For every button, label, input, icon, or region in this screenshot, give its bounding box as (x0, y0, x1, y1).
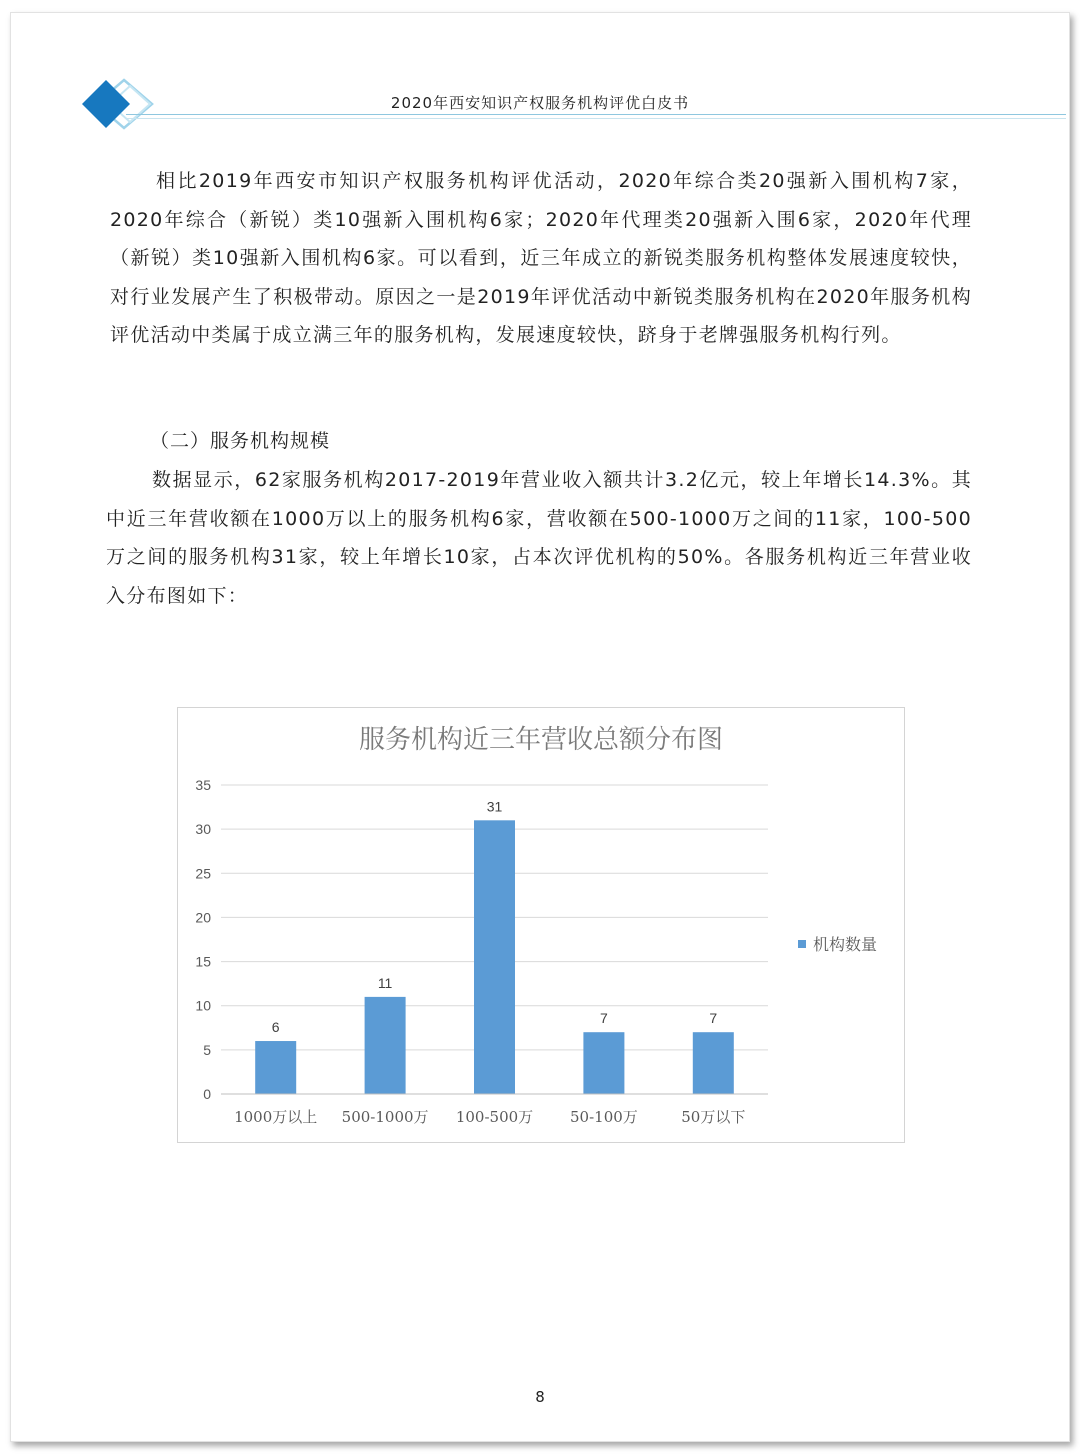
bar (365, 997, 406, 1094)
y-tick-label: 10 (195, 997, 211, 1014)
x-tick-label: 50万以下 (681, 1108, 746, 1126)
bar (474, 820, 515, 1094)
page-number: 8 (535, 1388, 545, 1406)
header-divider-secondary (126, 118, 1066, 119)
bar (583, 1032, 624, 1094)
y-tick-label: 35 (195, 777, 211, 793)
revenue-distribution-chart (177, 707, 905, 1143)
bar (693, 1032, 734, 1094)
y-tick-label: 5 (203, 1041, 211, 1058)
chart-title: 服务机构近三年营收总额分布图 (358, 725, 724, 755)
x-tick-label: 500-1000万 (341, 1108, 429, 1126)
body-paragraph-1: 相比2019年西安市知识产权服务机构评优活动，2020年综合类20强新入围机构7家，2020年综合（新锐）类10强新入围机构6家；2020年代理类20强新入围6家，2020年代理（新锐）类10强新入围机构6家。可以看到，近三年成立的新锐类服务机构整体发展速度较快，对行业发展产生了积极带动。原因之一是2019年评优活动中新锐类服务机构在2020年服务机构评优活动中类属于成立满三年的服务机构，发展速度较快，跻身于老牌强服务机构行列。 (110, 170, 972, 347)
y-tick-label: 0 (203, 1086, 211, 1102)
legend-swatch (798, 940, 806, 948)
bar (255, 1041, 296, 1094)
header-divider (126, 114, 1066, 115)
y-tick-label: 25 (195, 865, 211, 882)
data-label: 6 (271, 1019, 280, 1036)
legend-label: 机构数量 (813, 935, 878, 954)
data-label: 7 (709, 1010, 718, 1027)
data-label: 11 (377, 974, 393, 991)
y-tick-label: 30 (195, 821, 211, 838)
y-tick-label: 15 (195, 953, 211, 970)
data-label: 31 (486, 798, 503, 815)
data-label: 7 (600, 1010, 608, 1027)
y-tick-label: 20 (195, 909, 211, 926)
x-tick-label: 50-100万 (570, 1108, 638, 1126)
chart-canvas (178, 708, 904, 1142)
header-title: 2020年西安知识产权服务机构评优白皮书 (390, 94, 690, 112)
body-paragraph-2: 数据显示，62家服务机构2017-2019年营业收入额共计3.2亿元，较上年增长14.3%。其中近三年营收额在1000万以上的服务机构6家，营收额在500-1000万之间的11家，100-500万之间的服务机构31家，较上年增长10家，占本次评优机构的50%。各服务机构近三年营业收入分布图如下： (106, 469, 972, 607)
x-tick-label: 1000万以上 (234, 1108, 318, 1126)
x-tick-label: 100-500万 (455, 1108, 534, 1126)
section-heading: （二）服务机构规模 (150, 430, 331, 452)
